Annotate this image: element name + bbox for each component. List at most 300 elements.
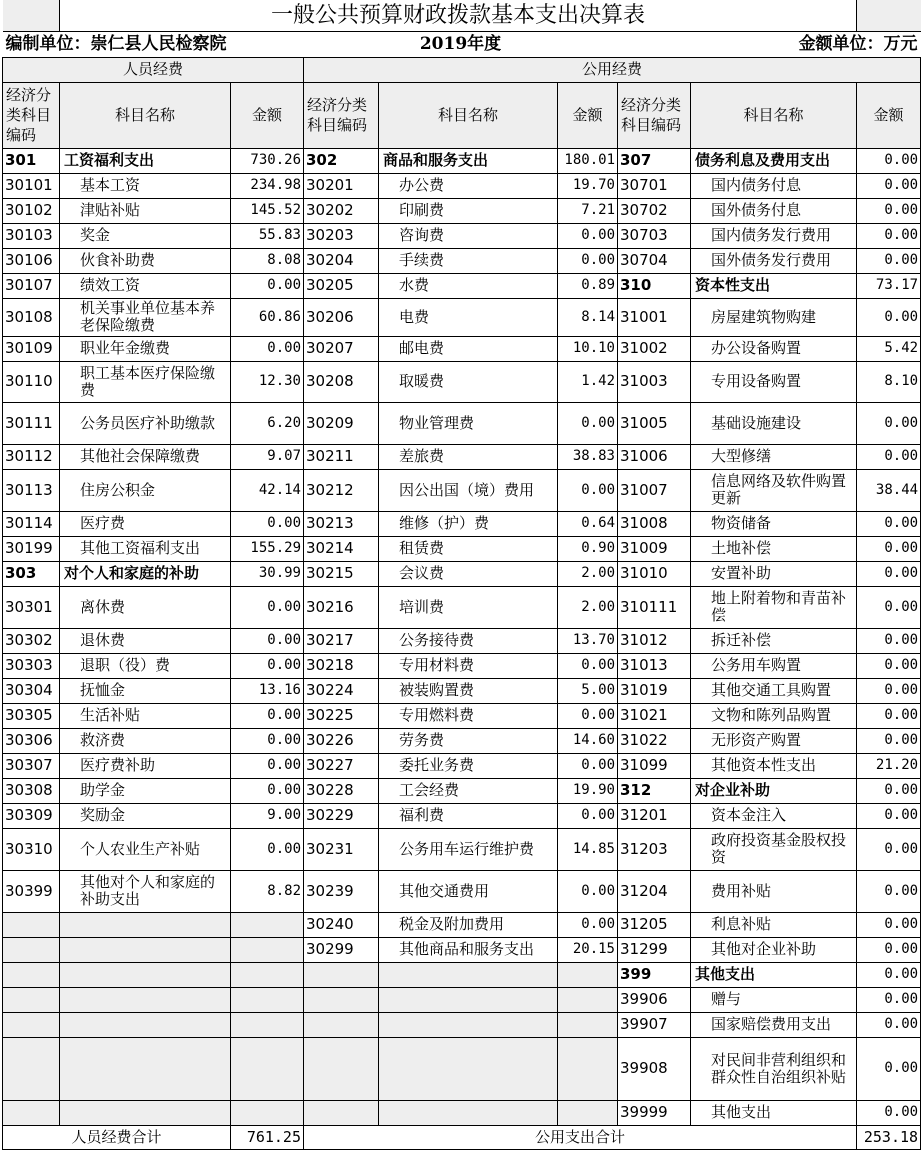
item-amount: 7.21 [558,198,618,223]
item-name: 职工基本医疗保险缴费 [60,361,231,402]
empty-cell [558,1037,618,1100]
item-code: 30102 [3,198,60,223]
item-name: 奖金 [60,223,231,248]
budget-table [2,0,921,1150]
item-code: 31003 [618,361,691,402]
item-code: 30203 [304,223,379,248]
empty-cell [379,1012,558,1037]
table-row [3,703,921,728]
item-amount: 0.00 [558,223,618,248]
item-amount: 0.00 [857,586,921,628]
item-name: 生活补贴 [60,703,231,728]
item-amount: 5.42 [857,336,921,361]
item-amount: 0.00 [857,778,921,803]
item-amount: 0.00 [231,511,304,536]
item-amount: 145.52 [231,198,304,223]
item-name: 费用补贴 [691,870,857,912]
item-code: 301 [3,148,60,173]
item-amount: 0.00 [558,803,618,828]
item-amount: 38.83 [558,444,618,469]
item-amount: 0.00 [857,653,921,678]
item-name: 咨询费 [379,223,558,248]
item-amount: 0.00 [558,653,618,678]
item-name: 其他商品和服务支出 [379,937,558,962]
item-name: 信息网络及软件购置更新 [691,469,857,511]
header-amount: 金额 [558,82,618,148]
item-code: 307 [618,148,691,173]
table-row [3,536,921,561]
item-name: 对个人和家庭的补助 [60,561,231,586]
item-name: 无形资产购置 [691,728,857,753]
item-amount: 0.00 [857,678,921,703]
item-name: 基本工资 [60,173,231,198]
item-name: 个人农业生产补贴 [60,828,231,870]
item-amount: 42.14 [231,469,304,511]
item-code: 30305 [3,703,60,728]
empty-cell [379,962,558,987]
item-code: 30217 [304,628,379,653]
item-name: 退职（役）费 [60,653,231,678]
empty-cell [379,1037,558,1100]
item-name: 物资储备 [691,511,857,536]
table-row [3,828,921,870]
item-name: 土地补偿 [691,536,857,561]
item-code: 30114 [3,511,60,536]
item-code: 30302 [3,628,60,653]
item-amount: 0.00 [857,536,921,561]
item-code: 30211 [304,444,379,469]
table-row [3,511,921,536]
item-code: 30112 [3,444,60,469]
item-amount: 0.00 [558,248,618,273]
item-code: 31010 [618,561,691,586]
item-code: 30704 [618,248,691,273]
item-name: 其他对个人和家庭的补助支出 [60,870,231,912]
item-amount: 0.00 [558,469,618,511]
item-code: 30309 [3,803,60,828]
item-name: 邮电费 [379,336,558,361]
item-name: 职业年金缴费 [60,336,231,361]
header-name: 科目名称 [60,82,231,148]
item-code: 30239 [304,870,379,912]
header-code: 经济分类科目编码 [618,82,691,148]
section-public: 公用经费 [304,57,921,82]
unit-label: 编制单位：崇仁县人民检察院 [5,33,227,54]
item-name: 商品和服务支出 [379,148,558,173]
item-code: 30218 [304,653,379,678]
item-amount: 0.00 [857,1037,921,1100]
item-amount: 730.26 [231,148,304,173]
empty-cell [60,1037,231,1100]
table-row [3,402,921,444]
empty-cell [3,912,60,937]
item-amount: 19.90 [558,778,618,803]
item-amount: 6.20 [231,402,304,444]
item-amount: 55.83 [231,223,304,248]
item-code: 31002 [618,336,691,361]
item-amount: 19.70 [558,173,618,198]
item-code: 30227 [304,753,379,778]
item-name: 利息补贴 [691,912,857,937]
section-personnel: 人员经费 [3,57,304,82]
item-amount: 8.10 [857,361,921,402]
item-amount: 8.82 [231,870,304,912]
empty-cell [231,962,304,987]
item-name: 其他交通费用 [379,870,558,912]
item-code: 31009 [618,536,691,561]
table-row [3,728,921,753]
item-code: 30108 [3,298,60,336]
item-code: 30202 [304,198,379,223]
table-row [3,336,921,361]
table-row [3,870,921,912]
table-row [3,586,921,628]
table-row [3,1100,921,1125]
table-row [3,469,921,511]
header-code: 经济分类科目编码 [304,82,379,148]
item-amount: 0.00 [231,628,304,653]
item-name: 委托业务费 [379,753,558,778]
item-amount: 12.30 [231,361,304,402]
table-row [3,653,921,678]
item-amount: 0.00 [857,298,921,336]
table-row [3,148,921,173]
item-code: 31022 [618,728,691,753]
table-row [3,198,921,223]
item-amount: 60.86 [231,298,304,336]
empty-cell [304,962,379,987]
item-code: 30310 [3,828,60,870]
item-amount: 0.00 [857,628,921,653]
item-amount: 0.00 [558,703,618,728]
item-code: 30701 [618,173,691,198]
empty-cell [3,1012,60,1037]
item-name: 公务员医疗补助缴款 [60,402,231,444]
item-amount: 0.00 [231,728,304,753]
item-name: 其他支出 [691,962,857,987]
item-name: 手续费 [379,248,558,273]
table-row [3,173,921,198]
item-amount: 0.00 [857,703,921,728]
item-amount: 20.15 [558,937,618,962]
item-code: 31299 [618,937,691,962]
item-amount: 0.00 [857,444,921,469]
item-name: 专用设备购置 [691,361,857,402]
empty-cell [304,1037,379,1100]
item-code: 30224 [304,678,379,703]
item-name: 差旅费 [379,444,558,469]
item-amount: 0.00 [857,962,921,987]
table-row [3,361,921,402]
item-amount: 0.00 [857,828,921,870]
item-name: 大型修缮 [691,444,857,469]
item-code: 31019 [618,678,691,703]
table-row [3,912,921,937]
item-name: 离休费 [60,586,231,628]
table-row [3,1012,921,1037]
item-code: 30103 [3,223,60,248]
item-name: 电费 [379,298,558,336]
item-amount: 0.00 [857,173,921,198]
item-code: 302 [304,148,379,173]
currency-label: 金额单位：万元 [798,33,918,54]
item-code: 39907 [618,1012,691,1037]
empty-cell [3,1100,60,1125]
item-amount: 155.29 [231,536,304,561]
empty-cell [3,987,60,1012]
item-name: 退休费 [60,628,231,653]
item-amount: 0.00 [231,753,304,778]
item-code: 30214 [304,536,379,561]
item-amount: 0.64 [558,511,618,536]
item-code: 30205 [304,273,379,298]
empty-cell [3,1037,60,1100]
item-name: 地上附着物和青苗补偿 [691,586,857,628]
empty-cell [231,937,304,962]
empty-cell [558,962,618,987]
table-row [3,1037,921,1100]
item-amount: 234.98 [231,173,304,198]
item-name: 医疗费补助 [60,753,231,778]
item-code: 31008 [618,511,691,536]
item-name: 医疗费 [60,511,231,536]
item-amount: 0.00 [231,586,304,628]
item-name: 办公费 [379,173,558,198]
item-name: 工资福利支出 [60,148,231,173]
item-code: 30216 [304,586,379,628]
empty-cell [304,1012,379,1037]
table-row [3,987,921,1012]
item-code: 30209 [304,402,379,444]
item-code: 310111 [618,586,691,628]
empty-cell [60,937,231,962]
item-code: 30215 [304,561,379,586]
item-amount: 13.70 [558,628,618,653]
item-amount: 38.44 [857,469,921,511]
item-amount: 0.90 [558,536,618,561]
table-row [3,628,921,653]
item-name: 工会经费 [379,778,558,803]
item-name: 因公出国（境）费用 [379,469,558,511]
item-name: 国外债务发行费用 [691,248,857,273]
item-name: 奖励金 [60,803,231,828]
item-amount: 0.00 [857,803,921,828]
header-name: 科目名称 [691,82,857,148]
item-code: 30301 [3,586,60,628]
header-code: 经济分类科目编码 [3,82,60,148]
item-code: 30229 [304,803,379,828]
item-name: 公务接待费 [379,628,558,653]
item-name: 赠与 [691,987,857,1012]
item-code: 30201 [304,173,379,198]
table-row [3,298,921,336]
empty-cell [60,962,231,987]
table-row [3,803,921,828]
item-amount: 0.00 [857,987,921,1012]
item-code: 31099 [618,753,691,778]
item-amount: 0.00 [558,402,618,444]
item-code: 39999 [618,1100,691,1125]
item-code: 31012 [618,628,691,653]
item-name: 抚恤金 [60,678,231,703]
table-row [3,962,921,987]
item-amount: 0.00 [558,753,618,778]
item-code: 30199 [3,536,60,561]
item-code: 31201 [618,803,691,828]
item-code: 30299 [304,937,379,962]
item-name: 其他对企业补助 [691,937,857,962]
item-code: 30304 [3,678,60,703]
item-code: 39906 [618,987,691,1012]
item-name: 专用材料费 [379,653,558,678]
item-code: 39908 [618,1037,691,1100]
empty-cell [60,1100,231,1125]
item-amount: 0.00 [231,653,304,678]
item-name: 机关事业单位基本养老保险缴费 [60,298,231,336]
item-name: 债务利息及费用支出 [691,148,857,173]
item-amount: 0.00 [231,828,304,870]
table-row [3,223,921,248]
item-code: 30111 [3,402,60,444]
item-code: 31013 [618,653,691,678]
item-amount: 30.99 [231,561,304,586]
empty-cell [60,987,231,1012]
item-name: 其他社会保障缴费 [60,444,231,469]
item-name: 文物和陈列品购置 [691,703,857,728]
item-amount: 10.10 [558,336,618,361]
item-name: 水费 [379,273,558,298]
item-code: 30306 [3,728,60,753]
empty-cell [304,1100,379,1125]
item-code: 30228 [304,778,379,803]
item-amount: 0.00 [558,912,618,937]
item-amount: 2.00 [558,586,618,628]
item-amount: 0.00 [857,223,921,248]
empty-cell [231,1100,304,1125]
item-name: 其他支出 [691,1100,857,1125]
table-row [3,678,921,703]
item-amount: 0.00 [857,912,921,937]
item-name: 办公设备购置 [691,336,857,361]
item-code: 31203 [618,828,691,870]
item-amount: 0.00 [857,511,921,536]
item-amount: 180.01 [558,148,618,173]
item-amount: 73.17 [857,273,921,298]
public-total-label: 公用支出合计 [304,1125,857,1149]
item-name: 专用燃料费 [379,703,558,728]
personnel-total-label: 人员经费合计 [3,1125,231,1149]
item-code: 30307 [3,753,60,778]
empty-cell [379,987,558,1012]
item-amount: 0.89 [558,273,618,298]
header-amount: 金额 [231,82,304,148]
item-name: 劳务费 [379,728,558,753]
item-amount: 0.00 [231,778,304,803]
table-row [3,753,921,778]
item-code: 31021 [618,703,691,728]
item-code: 30208 [304,361,379,402]
item-name: 绩效工资 [60,273,231,298]
table-row [3,561,921,586]
item-code: 30109 [3,336,60,361]
item-name: 国家赔偿费用支出 [691,1012,857,1037]
item-code: 30303 [3,653,60,678]
item-code: 30206 [304,298,379,336]
item-code: 30106 [3,248,60,273]
empty-cell [558,1100,618,1125]
empty-cell [231,987,304,1012]
table-row [3,273,921,298]
item-amount: 0.00 [857,728,921,753]
item-code: 30231 [304,828,379,870]
personnel-total-amount: 761.25 [231,1125,304,1149]
item-code: 30207 [304,336,379,361]
item-name: 会议费 [379,561,558,586]
item-name: 资本金注入 [691,803,857,828]
item-code: 31006 [618,444,691,469]
item-name: 公务用车运行维护费 [379,828,558,870]
item-code: 31204 [618,870,691,912]
item-name: 其他资本性支出 [691,753,857,778]
item-amount: 0.00 [231,703,304,728]
item-code: 310 [618,273,691,298]
item-name: 国内债务发行费用 [691,223,857,248]
item-name: 拆迁补偿 [691,628,857,653]
item-code: 31205 [618,912,691,937]
empty-cell [231,1012,304,1037]
item-name: 国外债务付息 [691,198,857,223]
item-name: 对企业补助 [691,778,857,803]
header-amount: 金额 [857,82,921,148]
item-amount: 0.00 [857,148,921,173]
item-code: 31005 [618,402,691,444]
item-name: 救济费 [60,728,231,753]
item-code: 303 [3,561,60,586]
item-amount: 0.00 [857,402,921,444]
item-name: 对民间非营利组织和群众性自治组织补贴 [691,1037,857,1100]
item-name: 印刷费 [379,198,558,223]
item-code: 30212 [304,469,379,511]
empty-cell [379,1100,558,1125]
item-code: 31001 [618,298,691,336]
item-amount: 8.08 [231,248,304,273]
item-code: 30101 [3,173,60,198]
item-amount: 0.00 [857,1100,921,1125]
item-code: 312 [618,778,691,803]
item-code: 30110 [3,361,60,402]
empty-cell [558,1012,618,1037]
year-label: 2019年度 [419,33,502,54]
item-name: 基础设施建设 [691,402,857,444]
item-amount: 9.07 [231,444,304,469]
item-code: 30107 [3,273,60,298]
item-code: 30113 [3,469,60,511]
item-code: 31007 [618,469,691,511]
item-name: 租赁费 [379,536,558,561]
item-code: 30702 [618,198,691,223]
item-name: 福利费 [379,803,558,828]
item-name: 其他工资福利支出 [60,536,231,561]
item-amount: 9.00 [231,803,304,828]
item-name: 住房公积金 [60,469,231,511]
item-amount: 8.14 [558,298,618,336]
table-row [3,778,921,803]
item-code: 30399 [3,870,60,912]
item-name: 伙食补助费 [60,248,231,273]
empty-cell [231,912,304,937]
empty-cell [60,912,231,937]
table-row [3,937,921,962]
